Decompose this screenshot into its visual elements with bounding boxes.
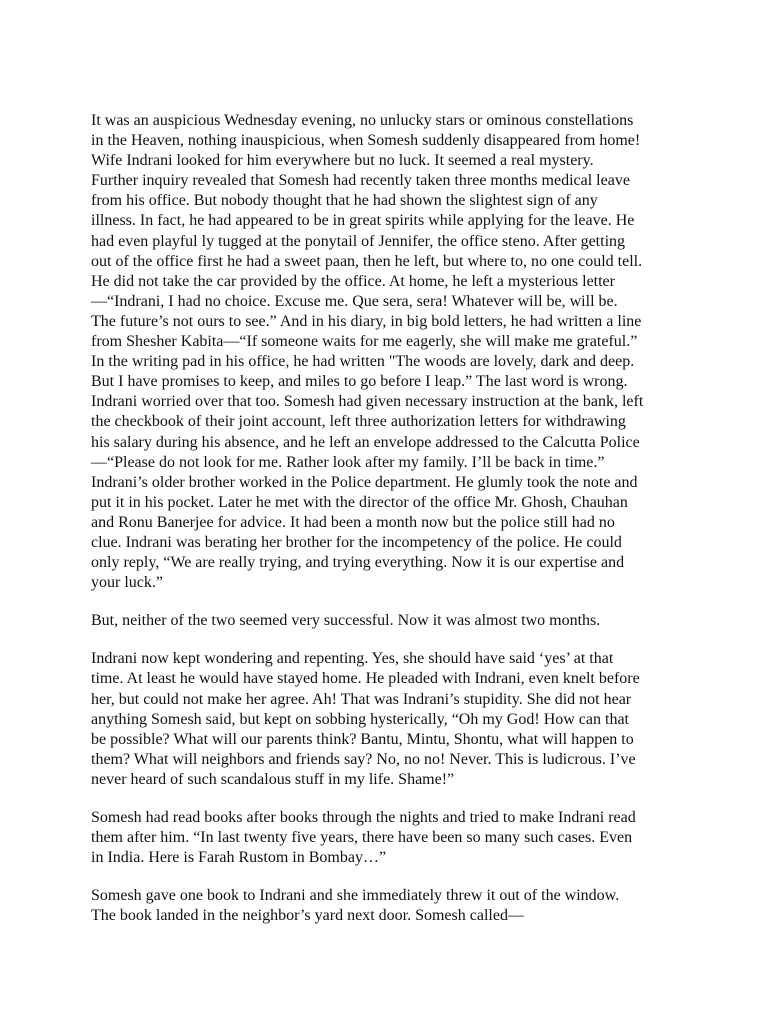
text-line: them after him. “In last twenty five years, there have been so many such cases. Even (91, 829, 633, 847)
text-line: He did not take the car provided by the office. At home, he left a mysterious letter (91, 272, 615, 290)
text-line: your luck.” (91, 574, 163, 592)
text-line: Indrani now kept wondering and repenting. Yes, she should have said ‘yes’ at that (91, 650, 614, 668)
paragraph-5 (91, 886, 684, 926)
text-line: illness. In fact, he had appeared to be in great spirits while applying for the leave. He (91, 212, 635, 230)
text-line: Indrani worried over that too. Somesh had given necessary instruction at the bank, left (91, 393, 644, 411)
text-line: out of the office first he had a sweet paan, then he left, but where to, no one could tell. (91, 252, 643, 270)
text-line: But, neither of the two seemed very successful. Now it was almost two months. (91, 612, 601, 630)
text-line: —“Indrani, I had no choice. Excuse me. Que sera, sera! Whatever will be, will be. (91, 292, 618, 310)
paragraph-2 (91, 611, 684, 631)
text-line: only reply, “We are really trying, and trying everything. Now it is our expertise and (91, 554, 625, 572)
text-line: Somesh gave one book to Indrani and she immediately threw it out of the window. (91, 887, 620, 905)
text-line: and Ronu Banerjee for advice. It had been a month now but the police still had no (91, 513, 615, 531)
text-line: put it in his pocket. Later he met with the director of the office Mr. Ghosh, Chauhan (91, 493, 628, 511)
text-line: anything Somesh said, but kept on sobbing hysterically, “Oh my God! How can that (91, 710, 629, 728)
text-line: her, but could not make her agree. Ah! That was Indrani’s stupidity. She did not hear (91, 690, 632, 708)
paragraph-1 (91, 111, 684, 593)
text-line: them? What will neighbors and friends say? No, no no! Never. This is ludicrous. I’ve (91, 750, 636, 768)
text-line: Somesh had read books after books through the nights and tried to make Indrani read (91, 809, 636, 826)
text-line: It was an auspicious Wednesday evening, no unlucky stars or ominous constellations (91, 112, 634, 129)
text-line: But I have promises to keep, and miles to go before I leap.” The last word is wrong. (91, 373, 628, 391)
paragraph-4 (91, 808, 684, 868)
text-line: The book landed in the neighbor’s yard next door. Somesh called— (91, 907, 524, 925)
text-line: Indrani’s older brother worked in the Police department. He glumly took the note and (91, 473, 638, 491)
text-line: never heard of such scandalous stuff in my life. Shame!” (91, 770, 455, 788)
text-line: in the Heaven, nothing inauspicious, when Somesh suddenly disappeared from home! (91, 132, 641, 150)
text-line: —“Please do not look for me. Rather look after my family. I’ll be back in time.” (91, 453, 605, 471)
text-line: time. At least he would have stayed home. He pleaded with Indrani, even knelt before (91, 670, 640, 688)
text-line: had even playful ly tugged at the ponytail of Jennifer, the office steno. After getting (91, 232, 626, 250)
text-line: in India. Here is Farah Rustom in Bombay…” (91, 849, 387, 867)
text-line: The future’s not ours to see.” And in his diary, in big bold letters, he had written a line (91, 312, 642, 330)
paragraph-3 (91, 649, 684, 790)
text-line: from Shesher Kabita—“If someone waits for me eagerly, she will make me grateful.” (91, 333, 638, 351)
text-line: his salary during his absence, and he left an envelope addressed to the Calcutta Police (91, 433, 640, 451)
text-line: clue. Indrani was berating her brother for the incompetency of the police. He could (91, 533, 622, 551)
text-line: In the writing pad in his office, he had written "The woods are lovely, dark and deep. (91, 353, 635, 371)
document-page (91, 111, 684, 944)
text-line: from his office. But nobody thought that he had shown the slightest sign of any (91, 192, 598, 210)
text-line: Wife Indrani looked for him everywhere but no luck. It seemed a real mystery. (91, 152, 594, 170)
text-line: be possible? What will our parents think? Bantu, Mintu, Shontu, what will happen to (91, 730, 634, 748)
text-line: Further inquiry revealed that Somesh had recently taken three months medical leave (91, 172, 630, 190)
text-line: the checkbook of their joint account, left three authorization letters for withdrawing (91, 413, 626, 431)
